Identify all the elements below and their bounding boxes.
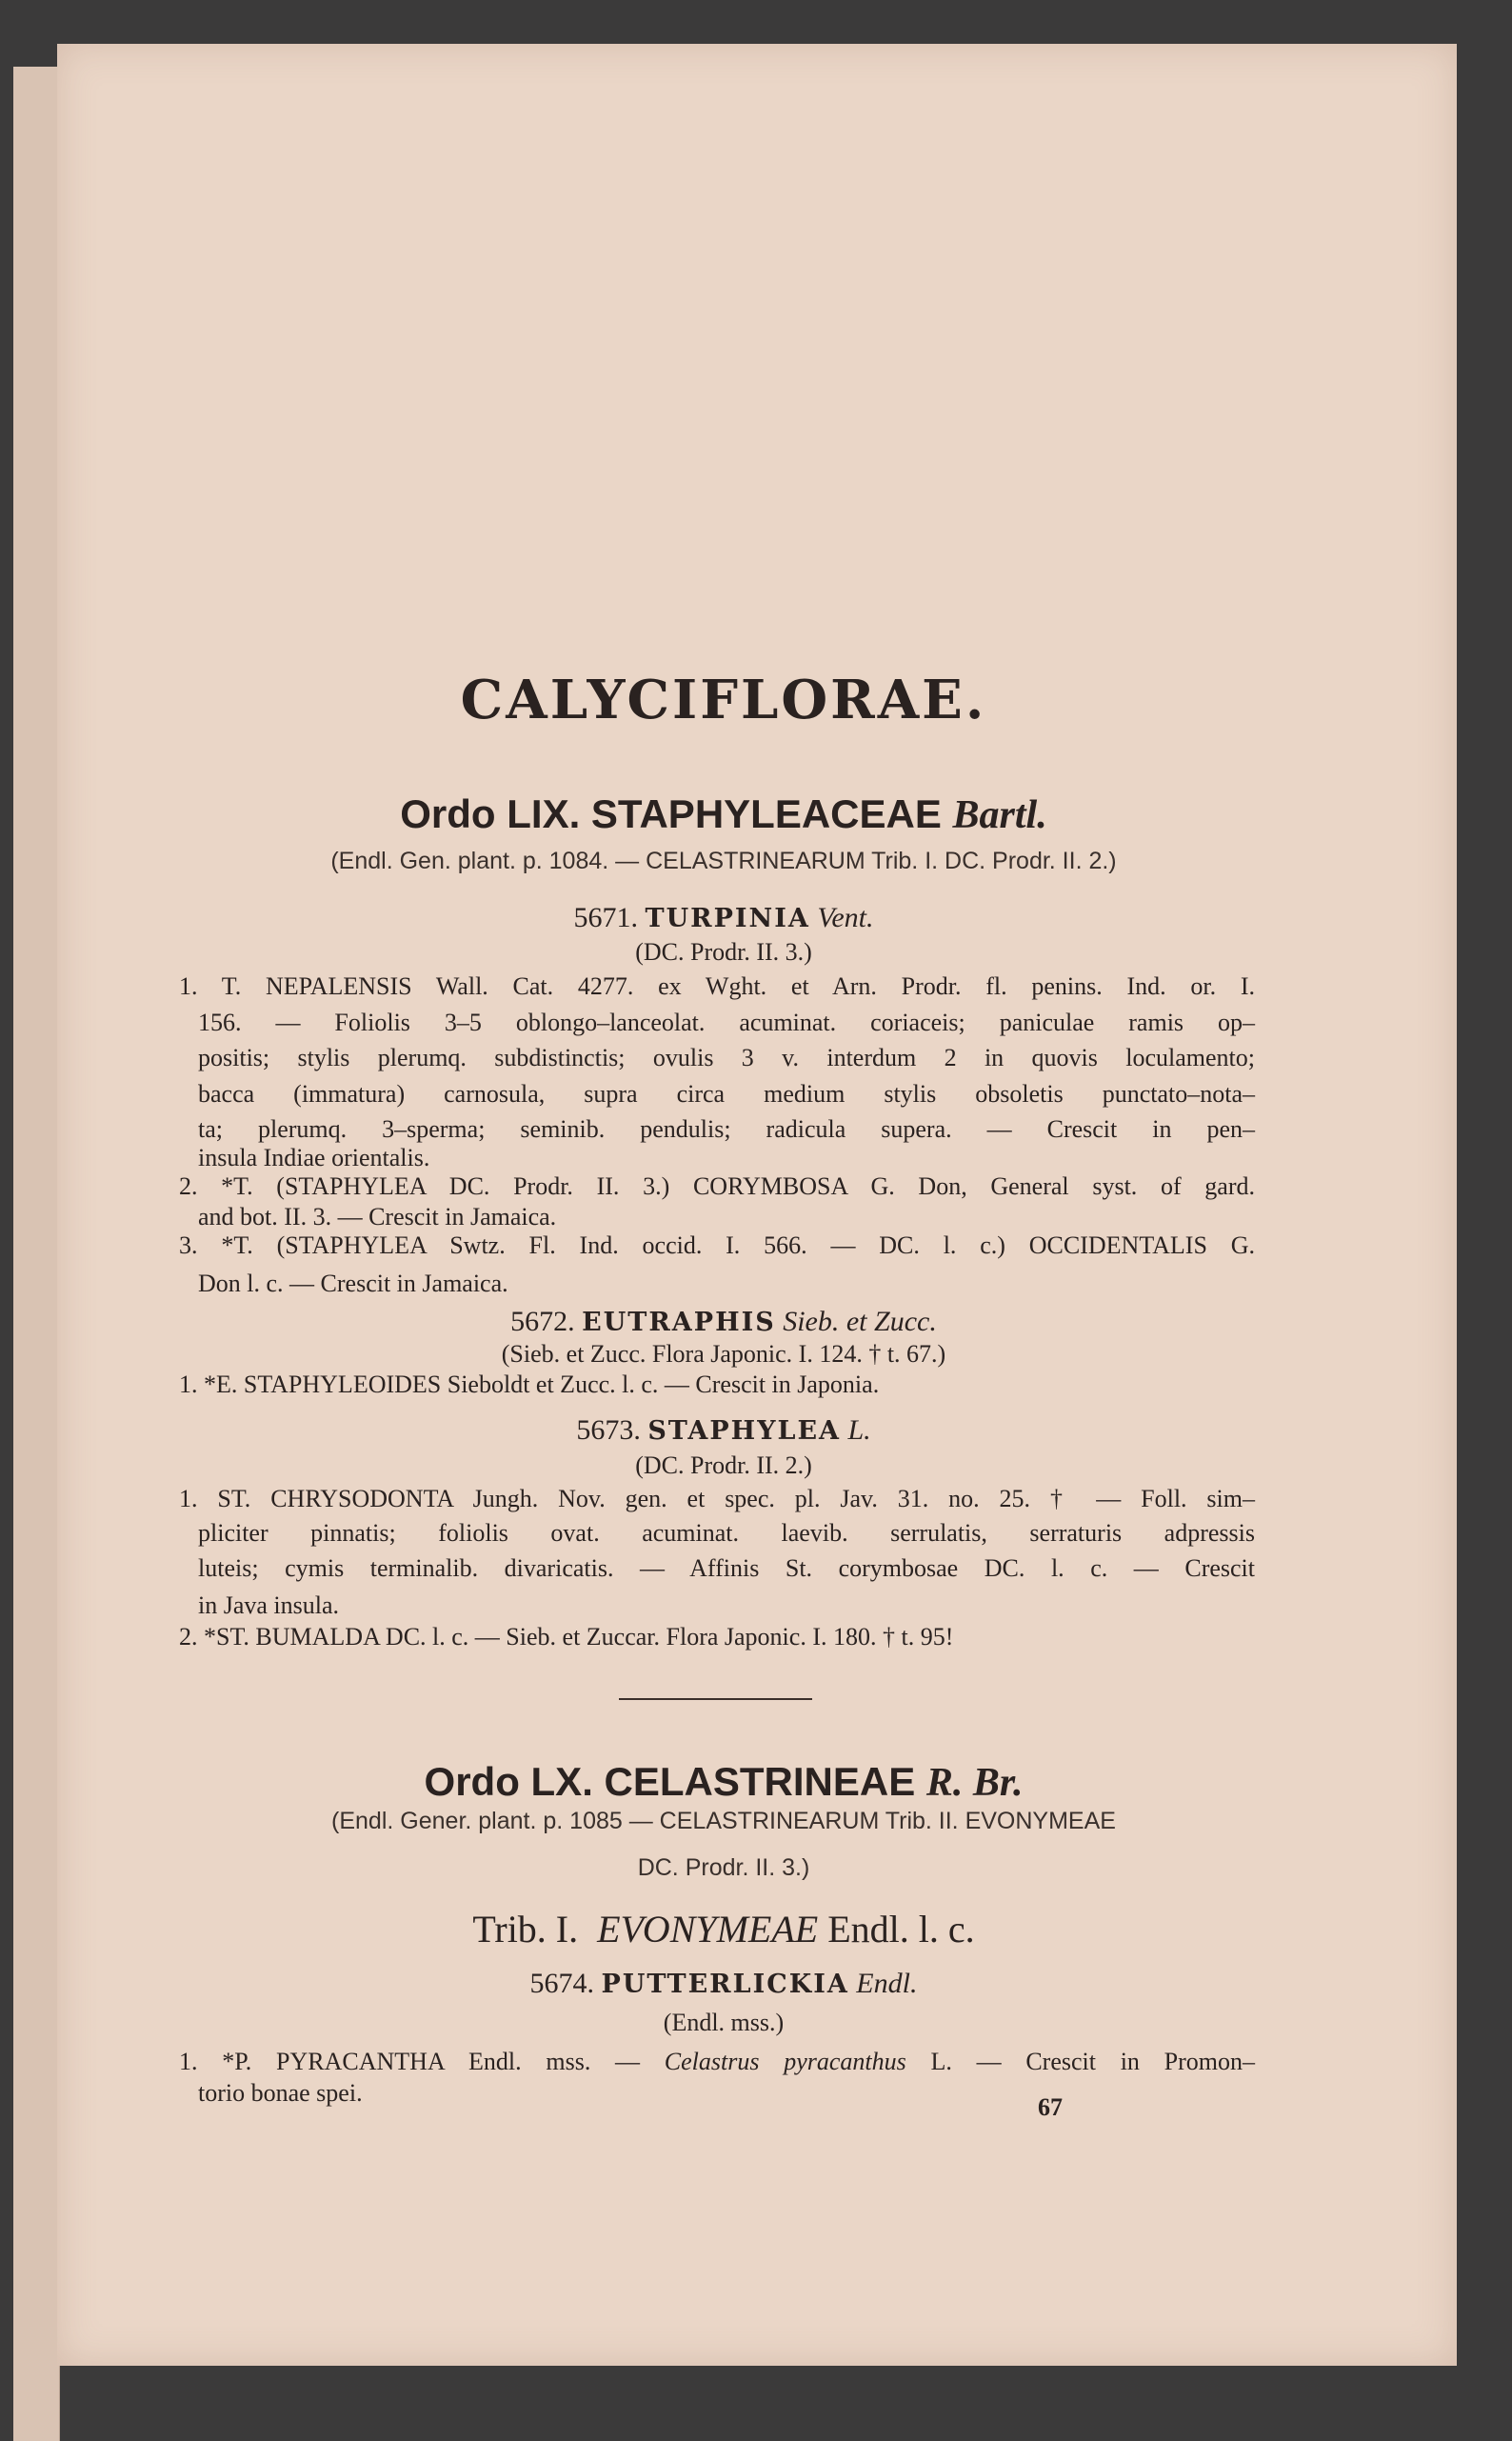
entry-line: bacca (immatura) carnosula, supra circa medium stylis obsoletis punctato–nota–	[198, 1080, 1255, 1108]
genus-reference: (DC. Prodr. II. 3.)	[635, 938, 812, 966]
tribe-name: EVONYMEAE	[597, 1908, 819, 1951]
entry-line: pliciter pinnatis; foliolis ovat. acuminat. laevib. serrulatis, serraturis adpressis	[198, 1519, 1255, 1547]
genus-heading	[152, 901, 1295, 936]
page-number: 67	[1038, 2093, 1063, 2121]
genus-reference: (Endl. mss.)	[663, 2009, 785, 2036]
genus-name: STAPHYLEA	[647, 1416, 841, 1446]
entry-line: 2. *T. (STAPHYLEA DC. Prodr. II. 3.) CORYMBOSA G. Don, General syst. of gard.	[179, 1172, 1255, 1200]
genus-heading	[152, 1413, 1295, 1449]
class-title: CALYCIFLORAE.	[460, 669, 987, 731]
genus-name: PUTTERLICKIA	[601, 1970, 849, 1999]
ordo-reference: (Endl. Gener. plant. p. 1085 — CELASTRINEARUM Trib. II. EVONYMEAE	[331, 1808, 1116, 1834]
entry-line: 1. *E. STAPHYLEOIDES Sieboldt et Zucc. l. c. — Crescit in Japonia.	[179, 1371, 880, 1398]
entry-line	[179, 2047, 1255, 2077]
ordo-author: R. Br.	[925, 1761, 1024, 1805]
entry-line: positis; stylis plerumq. subdistinctis; ovulis 3 v. interdum 2 in quovis loculamento;	[198, 1044, 1255, 1071]
genus-reference: (Sieb. et Zucc. Flora Japonic. I. 124. † t. 67.)	[501, 1340, 946, 1368]
entry-line: 3. *T. (STAPHYLEA Swtz. Fl. Ind. occid. I. 566. — DC. l. c.) OCCIDENTALIS G.	[179, 1231, 1255, 1259]
genus-heading	[152, 1305, 1295, 1340]
entry-synonym: Celastrus pyracanthus	[664, 2048, 906, 2075]
tribe-author: Endl. l. c.	[827, 1908, 975, 1951]
genus-number: 5674.	[529, 1968, 595, 1999]
ordo-reference: (Endl. Gen. plant. p. 1084. — CELASTRINEARUM Trib. I. DC. Prodr. II. 2.)	[330, 848, 1117, 874]
entry-text: L. — Crescit in Promon–	[930, 2048, 1255, 2075]
ordo-reference-cont: DC. Prodr. II. 3.)	[637, 1854, 810, 1881]
genus-heading	[152, 1967, 1295, 2002]
entry-line: 2. *ST. BUMALDA DC. l. c. — Sieb. et Zuccar. Flora Japonic. I. 180. † t. 95!	[179, 1623, 954, 1651]
entry-line: torio bonae spei.	[198, 2079, 363, 2107]
adjacent-page-edge	[13, 67, 60, 2441]
genus-number: 5671.	[573, 902, 639, 933]
ordo-title: Ordo LX. CELASTRINEAE	[424, 1759, 916, 1804]
genus-reference: (DC. Prodr. II. 2.)	[635, 1451, 812, 1479]
entry-line: 1. T. NEPALENSIS Wall. Cat. 4277. ex Wght. et Arn. Prodr. fl. penins. Ind. or. I.	[179, 972, 1255, 1000]
entry-line: Don l. c. — Crescit in Jamaica.	[198, 1270, 508, 1297]
entry-line: and bot. II. 3. — Crescit in Jamaica.	[198, 1203, 557, 1231]
entry-line: ta; plerumq. 3–sperma; seminib. pendulis; radicula supera. — Crescit in pen–	[198, 1115, 1255, 1143]
genus-author: L.	[847, 1414, 871, 1446]
entry-line: in Java insula.	[198, 1591, 340, 1619]
ordo-heading	[152, 1758, 1295, 1807]
genus-number: 5672.	[510, 1306, 575, 1337]
genus-author: Sieb. et Zucc.	[783, 1306, 937, 1337]
genus-name: TURPINIA	[645, 904, 810, 933]
genus-number: 5673.	[576, 1414, 641, 1446]
ordo-author: Bartl.	[952, 793, 1047, 837]
tribe-prefix: Trib. I.	[472, 1908, 579, 1951]
entry-line: 156. — Foliolis 3–5 oblongo–lanceolat. acuminat. coriaceis; paniculae ramis op–	[198, 1009, 1255, 1036]
entry-text: 1. *P. PYRACANTHA Endl. mss. —	[179, 2048, 641, 2075]
ordo-title: Ordo LIX. STAPHYLEACEAE	[400, 791, 942, 836]
ordo-heading	[152, 790, 1295, 839]
section-divider	[619, 1698, 812, 1700]
entry-line: 1. ST. CHRYSODONTA Jungh. Nov. gen. et spec. pl. Jav. 31. no. 25. † — Foll. sim–	[179, 1485, 1255, 1512]
tribe-heading	[152, 1907, 1295, 1952]
entry-line: insula Indiae orientalis.	[198, 1144, 430, 1171]
genus-author: Endl.	[856, 1968, 918, 1999]
genus-name: EUTRAPHIS	[582, 1308, 776, 1337]
entry-line: luteis; cymis terminalib. divaricatis. — Affinis St. corymbosae DC. l. c. — Crescit	[198, 1554, 1255, 1582]
genus-author: Vent.	[817, 902, 874, 933]
